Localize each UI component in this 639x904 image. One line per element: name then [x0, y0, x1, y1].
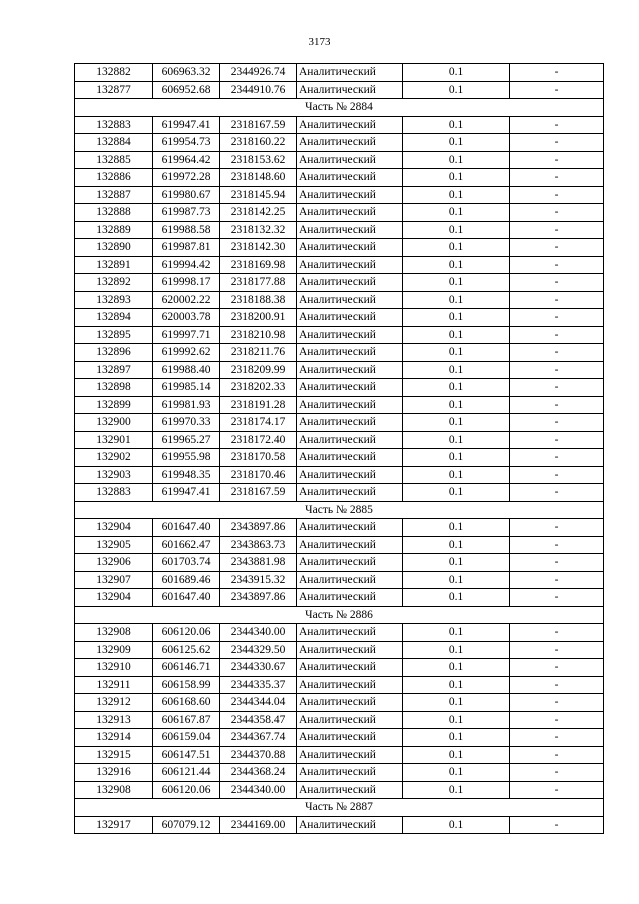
- table-row: [75, 169, 604, 187]
- accuracy-cell: 0.1: [403, 676, 510, 694]
- accuracy-cell: 0.1: [403, 396, 510, 414]
- x-coordinate-cell: 620003.78: [153, 309, 220, 327]
- y-coordinate-cell: 2318132.32: [220, 221, 297, 239]
- method-cell: Аналитический: [297, 64, 403, 82]
- description-cell: -: [510, 396, 604, 414]
- method-cell: Аналитический: [297, 676, 403, 694]
- accuracy-cell: 0.1: [403, 361, 510, 379]
- description-cell: -: [510, 711, 604, 729]
- table-row: [75, 414, 604, 432]
- description-cell: -: [510, 659, 604, 677]
- y-coordinate-cell: 2318188.38: [220, 291, 297, 309]
- y-coordinate-cell: 2318210.98: [220, 326, 297, 344]
- part-header-row: [75, 501, 604, 519]
- point-number-cell: 132908: [75, 624, 153, 642]
- x-coordinate-cell: 619987.73: [153, 204, 220, 222]
- x-coordinate-cell: 619947.41: [153, 116, 220, 134]
- description-cell: -: [510, 589, 604, 607]
- description-cell: -: [510, 694, 604, 712]
- method-cell: Аналитический: [297, 169, 403, 187]
- description-cell: -: [510, 414, 604, 432]
- accuracy-cell: 0.1: [403, 624, 510, 642]
- description-cell: -: [510, 676, 604, 694]
- method-cell: Аналитический: [297, 344, 403, 362]
- point-number-cell: 132883: [75, 484, 153, 502]
- description-cell: -: [510, 64, 604, 82]
- x-coordinate-cell: 619970.33: [153, 414, 220, 432]
- description-cell: -: [510, 169, 604, 187]
- accuracy-cell: 0.1: [403, 641, 510, 659]
- y-coordinate-cell: 2318174.17: [220, 414, 297, 432]
- point-number-cell: 132886: [75, 169, 153, 187]
- x-coordinate-cell: 619981.93: [153, 396, 220, 414]
- x-coordinate-cell: 606963.32: [153, 64, 220, 82]
- description-cell: -: [510, 519, 604, 537]
- method-cell: Аналитический: [297, 466, 403, 484]
- description-cell: -: [510, 116, 604, 134]
- method-cell: Аналитический: [297, 816, 403, 834]
- x-coordinate-cell: 619955.98: [153, 449, 220, 467]
- x-coordinate-cell: 619988.58: [153, 221, 220, 239]
- point-number-cell: 132914: [75, 729, 153, 747]
- accuracy-cell: 0.1: [403, 414, 510, 432]
- x-coordinate-cell: 601703.74: [153, 554, 220, 572]
- description-cell: -: [510, 781, 604, 799]
- method-cell: Аналитический: [297, 239, 403, 257]
- y-coordinate-cell: 2344340.00: [220, 624, 297, 642]
- x-coordinate-cell: 606147.51: [153, 746, 220, 764]
- description-cell: -: [510, 449, 604, 467]
- description-cell: -: [510, 746, 604, 764]
- y-coordinate-cell: 2318191.28: [220, 396, 297, 414]
- accuracy-cell: 0.1: [403, 484, 510, 502]
- y-coordinate-cell: 2318160.22: [220, 134, 297, 152]
- accuracy-cell: 0.1: [403, 204, 510, 222]
- accuracy-cell: 0.1: [403, 344, 510, 362]
- y-coordinate-cell: 2344340.00: [220, 781, 297, 799]
- x-coordinate-cell: 606120.06: [153, 624, 220, 642]
- x-coordinate-cell: 607079.12: [153, 816, 220, 834]
- y-coordinate-cell: 2343897.86: [220, 589, 297, 607]
- x-coordinate-cell: 606952.68: [153, 81, 220, 99]
- method-cell: Аналитический: [297, 711, 403, 729]
- point-number-cell: 132899: [75, 396, 153, 414]
- x-coordinate-cell: 606167.87: [153, 711, 220, 729]
- table-row: [75, 676, 604, 694]
- point-number-cell: 132882: [75, 64, 153, 82]
- y-coordinate-cell: 2344344.04: [220, 694, 297, 712]
- point-number-cell: 132890: [75, 239, 153, 257]
- point-number-cell: 132896: [75, 344, 153, 362]
- y-coordinate-cell: 2344169.00: [220, 816, 297, 834]
- part-header-row: [75, 606, 604, 624]
- x-coordinate-cell: 619987.81: [153, 239, 220, 257]
- description-cell: -: [510, 641, 604, 659]
- y-coordinate-cell: 2318167.59: [220, 116, 297, 134]
- y-coordinate-cell: 2344330.67: [220, 659, 297, 677]
- table-row: [75, 519, 604, 537]
- y-coordinate-cell: 2318167.59: [220, 484, 297, 502]
- point-number-cell: 132911: [75, 676, 153, 694]
- table-row: [75, 589, 604, 607]
- method-cell: Аналитический: [297, 519, 403, 537]
- table-row: [75, 746, 604, 764]
- x-coordinate-cell: 606158.99: [153, 676, 220, 694]
- x-coordinate-cell: 619954.73: [153, 134, 220, 152]
- method-cell: Аналитический: [297, 396, 403, 414]
- method-cell: Аналитический: [297, 764, 403, 782]
- method-cell: Аналитический: [297, 204, 403, 222]
- table-row: [75, 256, 604, 274]
- accuracy-cell: 0.1: [403, 134, 510, 152]
- x-coordinate-cell: 606121.44: [153, 764, 220, 782]
- y-coordinate-cell: 2343881.98: [220, 554, 297, 572]
- y-coordinate-cell: 2343915.32: [220, 571, 297, 589]
- point-number-cell: 132905: [75, 536, 153, 554]
- table-row: [75, 554, 604, 572]
- point-number-cell: 132906: [75, 554, 153, 572]
- accuracy-cell: 0.1: [403, 711, 510, 729]
- method-cell: Аналитический: [297, 694, 403, 712]
- point-number-cell: 132916: [75, 764, 153, 782]
- point-number-cell: 132903: [75, 466, 153, 484]
- accuracy-cell: 0.1: [403, 816, 510, 834]
- accuracy-cell: 0.1: [403, 169, 510, 187]
- table-row: [75, 571, 604, 589]
- method-cell: Аналитический: [297, 431, 403, 449]
- method-cell: Аналитический: [297, 746, 403, 764]
- method-cell: Аналитический: [297, 326, 403, 344]
- x-coordinate-cell: 619980.67: [153, 186, 220, 204]
- accuracy-cell: 0.1: [403, 291, 510, 309]
- point-number-cell: 132904: [75, 519, 153, 537]
- table-row: [75, 134, 604, 152]
- part-title: Часть № 2886: [75, 606, 604, 624]
- accuracy-cell: 0.1: [403, 449, 510, 467]
- x-coordinate-cell: 619998.17: [153, 274, 220, 292]
- table-row: [75, 624, 604, 642]
- method-cell: Аналитический: [297, 291, 403, 309]
- table-row: [75, 536, 604, 554]
- y-coordinate-cell: 2318209.99: [220, 361, 297, 379]
- y-coordinate-cell: 2343897.86: [220, 519, 297, 537]
- x-coordinate-cell: 619997.71: [153, 326, 220, 344]
- method-cell: Аналитический: [297, 361, 403, 379]
- table-row: [75, 344, 604, 362]
- point-number-cell: 132885: [75, 151, 153, 169]
- table-row: [75, 309, 604, 327]
- accuracy-cell: 0.1: [403, 256, 510, 274]
- point-number-cell: 132884: [75, 134, 153, 152]
- method-cell: Аналитический: [297, 81, 403, 99]
- y-coordinate-cell: 2318172.40: [220, 431, 297, 449]
- x-coordinate-cell: 601662.47: [153, 536, 220, 554]
- accuracy-cell: 0.1: [403, 536, 510, 554]
- x-coordinate-cell: 606120.06: [153, 781, 220, 799]
- description-cell: -: [510, 816, 604, 834]
- point-number-cell: 132887: [75, 186, 153, 204]
- table-row: [75, 186, 604, 204]
- x-coordinate-cell: 601689.46: [153, 571, 220, 589]
- method-cell: Аналитический: [297, 484, 403, 502]
- point-number-cell: 132909: [75, 641, 153, 659]
- x-coordinate-cell: 619994.42: [153, 256, 220, 274]
- description-cell: -: [510, 151, 604, 169]
- description-cell: -: [510, 81, 604, 99]
- point-number-cell: 132883: [75, 116, 153, 134]
- point-number-cell: 132902: [75, 449, 153, 467]
- method-cell: Аналитический: [297, 116, 403, 134]
- point-number-cell: 132917: [75, 816, 153, 834]
- point-number-cell: 132900: [75, 414, 153, 432]
- table-row: [75, 379, 604, 397]
- method-cell: Аналитический: [297, 221, 403, 239]
- accuracy-cell: 0.1: [403, 309, 510, 327]
- description-cell: -: [510, 466, 604, 484]
- method-cell: Аналитический: [297, 379, 403, 397]
- x-coordinate-cell: 606146.71: [153, 659, 220, 677]
- method-cell: Аналитический: [297, 151, 403, 169]
- point-number-cell: 132894: [75, 309, 153, 327]
- method-cell: Аналитический: [297, 536, 403, 554]
- method-cell: Аналитический: [297, 309, 403, 327]
- method-cell: Аналитический: [297, 414, 403, 432]
- y-coordinate-cell: 2344329.50: [220, 641, 297, 659]
- description-cell: -: [510, 484, 604, 502]
- point-number-cell: 132913: [75, 711, 153, 729]
- table-row: [75, 274, 604, 292]
- accuracy-cell: 0.1: [403, 116, 510, 134]
- y-coordinate-cell: 2318200.91: [220, 309, 297, 327]
- y-coordinate-cell: 2318202.33: [220, 379, 297, 397]
- table-row: [75, 816, 604, 834]
- point-number-cell: 132877: [75, 81, 153, 99]
- part-header-row: [75, 799, 604, 817]
- accuracy-cell: 0.1: [403, 729, 510, 747]
- accuracy-cell: 0.1: [403, 81, 510, 99]
- description-cell: -: [510, 344, 604, 362]
- x-coordinate-cell: 606168.60: [153, 694, 220, 712]
- x-coordinate-cell: 619948.35: [153, 466, 220, 484]
- y-coordinate-cell: 2318169.98: [220, 256, 297, 274]
- accuracy-cell: 0.1: [403, 694, 510, 712]
- accuracy-cell: 0.1: [403, 431, 510, 449]
- table-row: [75, 466, 604, 484]
- x-coordinate-cell: 606159.04: [153, 729, 220, 747]
- y-coordinate-cell: 2343863.73: [220, 536, 297, 554]
- x-coordinate-cell: 619985.14: [153, 379, 220, 397]
- x-coordinate-cell: 619964.42: [153, 151, 220, 169]
- method-cell: Аналитический: [297, 624, 403, 642]
- description-cell: -: [510, 431, 604, 449]
- y-coordinate-cell: 2344335.37: [220, 676, 297, 694]
- description-cell: -: [510, 571, 604, 589]
- point-number-cell: 132891: [75, 256, 153, 274]
- description-cell: -: [510, 729, 604, 747]
- table-row: [75, 116, 604, 134]
- description-cell: -: [510, 379, 604, 397]
- table-body: [75, 64, 604, 834]
- point-number-cell: 132904: [75, 589, 153, 607]
- point-number-cell: 132910: [75, 659, 153, 677]
- method-cell: Аналитический: [297, 186, 403, 204]
- table-row: [75, 64, 604, 82]
- coordinates-table: [74, 63, 604, 834]
- description-cell: -: [510, 624, 604, 642]
- table-row: [75, 729, 604, 747]
- table-row: [75, 151, 604, 169]
- accuracy-cell: 0.1: [403, 326, 510, 344]
- y-coordinate-cell: 2344367.74: [220, 729, 297, 747]
- point-number-cell: 132898: [75, 379, 153, 397]
- point-number-cell: 132889: [75, 221, 153, 239]
- accuracy-cell: 0.1: [403, 659, 510, 677]
- description-cell: -: [510, 554, 604, 572]
- description-cell: -: [510, 291, 604, 309]
- accuracy-cell: 0.1: [403, 466, 510, 484]
- accuracy-cell: 0.1: [403, 64, 510, 82]
- x-coordinate-cell: 620002.22: [153, 291, 220, 309]
- description-cell: -: [510, 536, 604, 554]
- method-cell: Аналитический: [297, 729, 403, 747]
- point-number-cell: 132893: [75, 291, 153, 309]
- method-cell: Аналитический: [297, 134, 403, 152]
- y-coordinate-cell: 2344926.74: [220, 64, 297, 82]
- method-cell: Аналитический: [297, 256, 403, 274]
- y-coordinate-cell: 2344370.88: [220, 746, 297, 764]
- table-row: [75, 291, 604, 309]
- x-coordinate-cell: 619972.28: [153, 169, 220, 187]
- x-coordinate-cell: 619947.41: [153, 484, 220, 502]
- y-coordinate-cell: 2344910.76: [220, 81, 297, 99]
- accuracy-cell: 0.1: [403, 274, 510, 292]
- x-coordinate-cell: 601647.40: [153, 519, 220, 537]
- table-row: [75, 396, 604, 414]
- y-coordinate-cell: 2318148.60: [220, 169, 297, 187]
- description-cell: -: [510, 186, 604, 204]
- description-cell: -: [510, 204, 604, 222]
- accuracy-cell: 0.1: [403, 746, 510, 764]
- x-coordinate-cell: 619988.40: [153, 361, 220, 379]
- point-number-cell: 132912: [75, 694, 153, 712]
- point-number-cell: 132895: [75, 326, 153, 344]
- table-row: [75, 641, 604, 659]
- y-coordinate-cell: 2344368.24: [220, 764, 297, 782]
- table-row: [75, 326, 604, 344]
- method-cell: Аналитический: [297, 589, 403, 607]
- accuracy-cell: 0.1: [403, 519, 510, 537]
- table-row: [75, 204, 604, 222]
- accuracy-cell: 0.1: [403, 764, 510, 782]
- table-row: [75, 81, 604, 99]
- method-cell: Аналитический: [297, 641, 403, 659]
- description-cell: -: [510, 256, 604, 274]
- point-number-cell: 132888: [75, 204, 153, 222]
- table-row: [75, 711, 604, 729]
- part-title: Часть № 2887: [75, 799, 604, 817]
- table-row: [75, 221, 604, 239]
- method-cell: Аналитический: [297, 449, 403, 467]
- accuracy-cell: 0.1: [403, 589, 510, 607]
- description-cell: -: [510, 764, 604, 782]
- accuracy-cell: 0.1: [403, 781, 510, 799]
- accuracy-cell: 0.1: [403, 186, 510, 204]
- table-row: [75, 361, 604, 379]
- page-number: 3173: [308, 36, 331, 48]
- point-number-cell: 132908: [75, 781, 153, 799]
- table-row: [75, 431, 604, 449]
- x-coordinate-cell: 619992.62: [153, 344, 220, 362]
- table-row: [75, 449, 604, 467]
- point-number-cell: 132915: [75, 746, 153, 764]
- y-coordinate-cell: 2318177.88: [220, 274, 297, 292]
- part-title: Часть № 2884: [75, 99, 604, 117]
- description-cell: -: [510, 274, 604, 292]
- table-row: [75, 484, 604, 502]
- table-row: [75, 694, 604, 712]
- method-cell: Аналитический: [297, 274, 403, 292]
- x-coordinate-cell: 606125.62: [153, 641, 220, 659]
- accuracy-cell: 0.1: [403, 151, 510, 169]
- table-row: [75, 239, 604, 257]
- y-coordinate-cell: 2318153.62: [220, 151, 297, 169]
- y-coordinate-cell: 2318170.46: [220, 466, 297, 484]
- x-coordinate-cell: 619965.27: [153, 431, 220, 449]
- description-cell: -: [510, 361, 604, 379]
- description-cell: -: [510, 221, 604, 239]
- accuracy-cell: 0.1: [403, 554, 510, 572]
- point-number-cell: 132897: [75, 361, 153, 379]
- table-row: [75, 659, 604, 677]
- table-row: [75, 764, 604, 782]
- method-cell: Аналитический: [297, 571, 403, 589]
- description-cell: -: [510, 134, 604, 152]
- accuracy-cell: 0.1: [403, 379, 510, 397]
- table-row: [75, 781, 604, 799]
- accuracy-cell: 0.1: [403, 571, 510, 589]
- part-header-row: [75, 99, 604, 117]
- y-coordinate-cell: 2318142.25: [220, 204, 297, 222]
- point-number-cell: 132892: [75, 274, 153, 292]
- method-cell: Аналитический: [297, 781, 403, 799]
- y-coordinate-cell: 2318145.94: [220, 186, 297, 204]
- point-number-cell: 132901: [75, 431, 153, 449]
- method-cell: Аналитический: [297, 554, 403, 572]
- y-coordinate-cell: 2318170.58: [220, 449, 297, 467]
- part-title: Часть № 2885: [75, 501, 604, 519]
- description-cell: -: [510, 326, 604, 344]
- y-coordinate-cell: 2318211.76: [220, 344, 297, 362]
- description-cell: -: [510, 309, 604, 327]
- accuracy-cell: 0.1: [403, 239, 510, 257]
- point-number-cell: 132907: [75, 571, 153, 589]
- y-coordinate-cell: 2318142.30: [220, 239, 297, 257]
- accuracy-cell: 0.1: [403, 221, 510, 239]
- x-coordinate-cell: 601647.40: [153, 589, 220, 607]
- y-coordinate-cell: 2344358.47: [220, 711, 297, 729]
- description-cell: -: [510, 239, 604, 257]
- method-cell: Аналитический: [297, 659, 403, 677]
